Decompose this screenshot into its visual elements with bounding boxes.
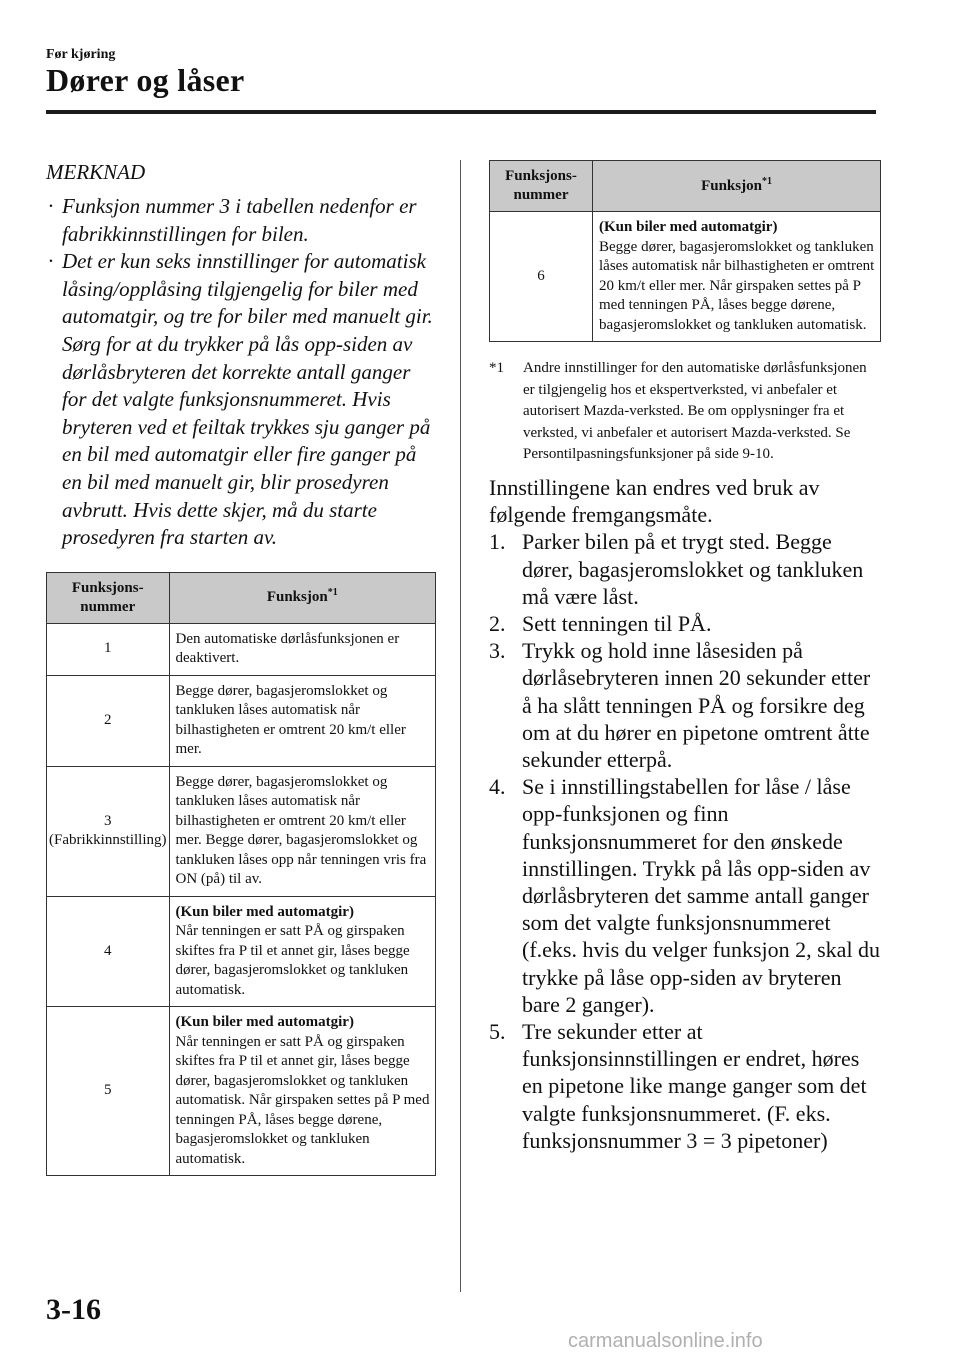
table-row (47, 675, 436, 766)
step-text: Tre sekunder etter at funksjonsinnstillingen er endret, høres en pipetone like mange ganger som det valgte funksjonsnummeret. (F. eks. funksjonsnummer 3 = 3 pipetoner) (522, 1019, 867, 1153)
row-title: (Kun biler med automatgir) (599, 219, 778, 235)
instruction-step (489, 610, 881, 637)
note-bullet-text: Funksjon nummer 3 i tabellen nedenfor er fabrikkinnstillingen for bilen. (62, 194, 417, 246)
page-title: Dører og låser (46, 62, 245, 98)
header-function-number: Funksjons-nummer (490, 161, 593, 212)
bullet-dot-icon: · (48, 194, 54, 218)
step-number: 5. (489, 1019, 506, 1045)
note-heading: MERKNAD (46, 160, 146, 184)
note-list (46, 193, 436, 552)
header-function-label: Funksjon (266, 589, 328, 606)
row-number: 4 (47, 896, 170, 1007)
table-header-row (490, 161, 881, 212)
step-number: 2. (489, 610, 506, 636)
instruction-step (489, 637, 881, 773)
step-text: Se i innstillingstabellen for låse / låse opp-funksjonen og finn funksjonsnummeret for den ønskede innstillingen. Trykk på lås opp-siden av dørlåsbryteren det samme antall ganger som det valgte funksjonsnummeret (f.eks. hvis du velger funksjon 2, skal du trykke på låse opp-siden av bryteren bare 2 ganger). (522, 774, 881, 1017)
row-title: (Kun biler med automatgir) (175, 1014, 354, 1031)
table-row (47, 623, 436, 675)
instruction-steps (489, 528, 881, 1154)
header-function-sup: *1 (761, 175, 772, 187)
watermark[interactable]: carmanualsonline.info (568, 1330, 763, 1352)
footnote-mark: *1 (489, 360, 504, 376)
instructions-intro: Innstillingene kan endres ved bruk av følgende fremgangsmåte. (489, 474, 820, 528)
table-row (490, 212, 881, 342)
footnote (489, 358, 881, 466)
row-number: 5 (47, 1007, 170, 1176)
row-text: Når tenningen er satt PÅ og girspaken skiftes fra P til et annet gir, låses begge dører, bagasjeromslokket og tankluken automatisk. Når girspaken settes på P med tenningen PÅ, låses begge dørene, bagasjeromslokket og tankluken automatisk. (175, 1033, 430, 1167)
column-divider (460, 160, 461, 1292)
step-text: Trykk og hold inne låsesiden på dørlåsebryteren innen 20 sekunder etter å ha slått tenningen PÅ og forsikre deg om at du hører en pipetone omtrent åtte sekunder etterpå. (522, 638, 871, 772)
step-text: Parker bilen på et trygt sted. Begge dører, bagasjeromslokket og tankluken må være låst. (522, 529, 864, 609)
instruction-step (489, 528, 881, 610)
function-table-right (489, 160, 881, 342)
row-number: 3 (Fabrikkinnstilling) (47, 766, 170, 896)
row-number: 6 (490, 212, 593, 342)
row-description: Den automatiske dørlåsfunksjonen er deaktivert. (169, 623, 436, 675)
header-function-label: Funksjon (701, 177, 762, 194)
bullet-dot-icon: · (48, 249, 54, 274)
header-function-sup: *1 (327, 587, 338, 599)
note-bullet (46, 248, 436, 552)
row-description (169, 1007, 436, 1176)
row-description: Begge dører, bagasjeromslokket og tankluken låses automatisk når bilhastigheten er omtrent 20 km/t eller mer. Begge dører, bagasjeromslokket og tankluken låses opp når tenningen vris fra ON (på) til av. (169, 766, 436, 896)
step-number: 4. (489, 774, 506, 800)
header-function (169, 572, 436, 623)
footnote-text: Andre innstillinger for den automatiske dørlåsfunksjonen er tilgjengelig hos et ekspertverksted, vi anbefaler et autorisert Mazda-verksted. Be om opplysninger fra et verksted, vi anbefaler et autorisert Mazda-verksted. Se Persontilpasningsfunksjoner på side 9-10. (523, 360, 867, 463)
row-number: 1 (47, 623, 170, 675)
step-text: Sett tenningen til PÅ. (522, 610, 712, 636)
header-function (593, 161, 881, 212)
row-description (169, 896, 436, 1007)
step-number: 3. (489, 638, 506, 664)
row-title: (Kun biler med automatgir) (175, 903, 354, 920)
row-text: Begge dører, bagasjeromslokket og tankluken låses automatisk når bilhastigheten er omtrent 20 km/t eller mer. Når girspaken settes på P med tenningen PÅ, låses begge dørene, bagasjeromslokket og tankluken automatisk. (599, 238, 875, 333)
row-text: Når tenningen er satt PÅ og girspaken skiftes fra P til et annet gir, låses begge dører, bagasjeromslokket og tankluken automatisk. (175, 923, 410, 998)
table-row (47, 896, 436, 1007)
row-number: 2 (47, 675, 170, 766)
note-bullet (46, 193, 436, 248)
step-number: 1. (489, 529, 506, 555)
instruction-step (489, 1018, 881, 1154)
page-number: 3-16 (46, 1293, 101, 1326)
table-header-row (47, 572, 436, 623)
right-column (489, 160, 881, 1154)
instruction-step (489, 773, 881, 1018)
title-rule (46, 110, 876, 114)
table-row (47, 766, 436, 896)
table-row (47, 1007, 436, 1176)
section-label: Før kjøring (46, 47, 116, 62)
note-bullet-text: Det er kun seks innstillinger for automatisk låsing/opplåsing tilgjengelig for biler med automatgir, og tre for biler med manuelt gir. Sørg for at du trykker på lås opp-siden av dørlåsbryteren det korrekte antall ganger for det valgte funksjonsnummeret. Hvis bryteren ved et feiltak trykkes sju ganger på en bil med automatgir eller fire ganger på en bil med manuelt gir, blir prosedyren avbrutt. Hvis dette skjer, må du starte prosedyren fra starten av. (62, 249, 433, 550)
header-function-number: Funksjons-nummer (47, 572, 170, 623)
function-table-left (46, 572, 436, 1177)
row-description: Begge dører, bagasjeromslokket og tankluken låses automatisk når bilhastigheten er omtrent 20 km/t eller mer. (169, 675, 436, 766)
row-description (593, 212, 881, 342)
left-column (46, 160, 436, 1176)
